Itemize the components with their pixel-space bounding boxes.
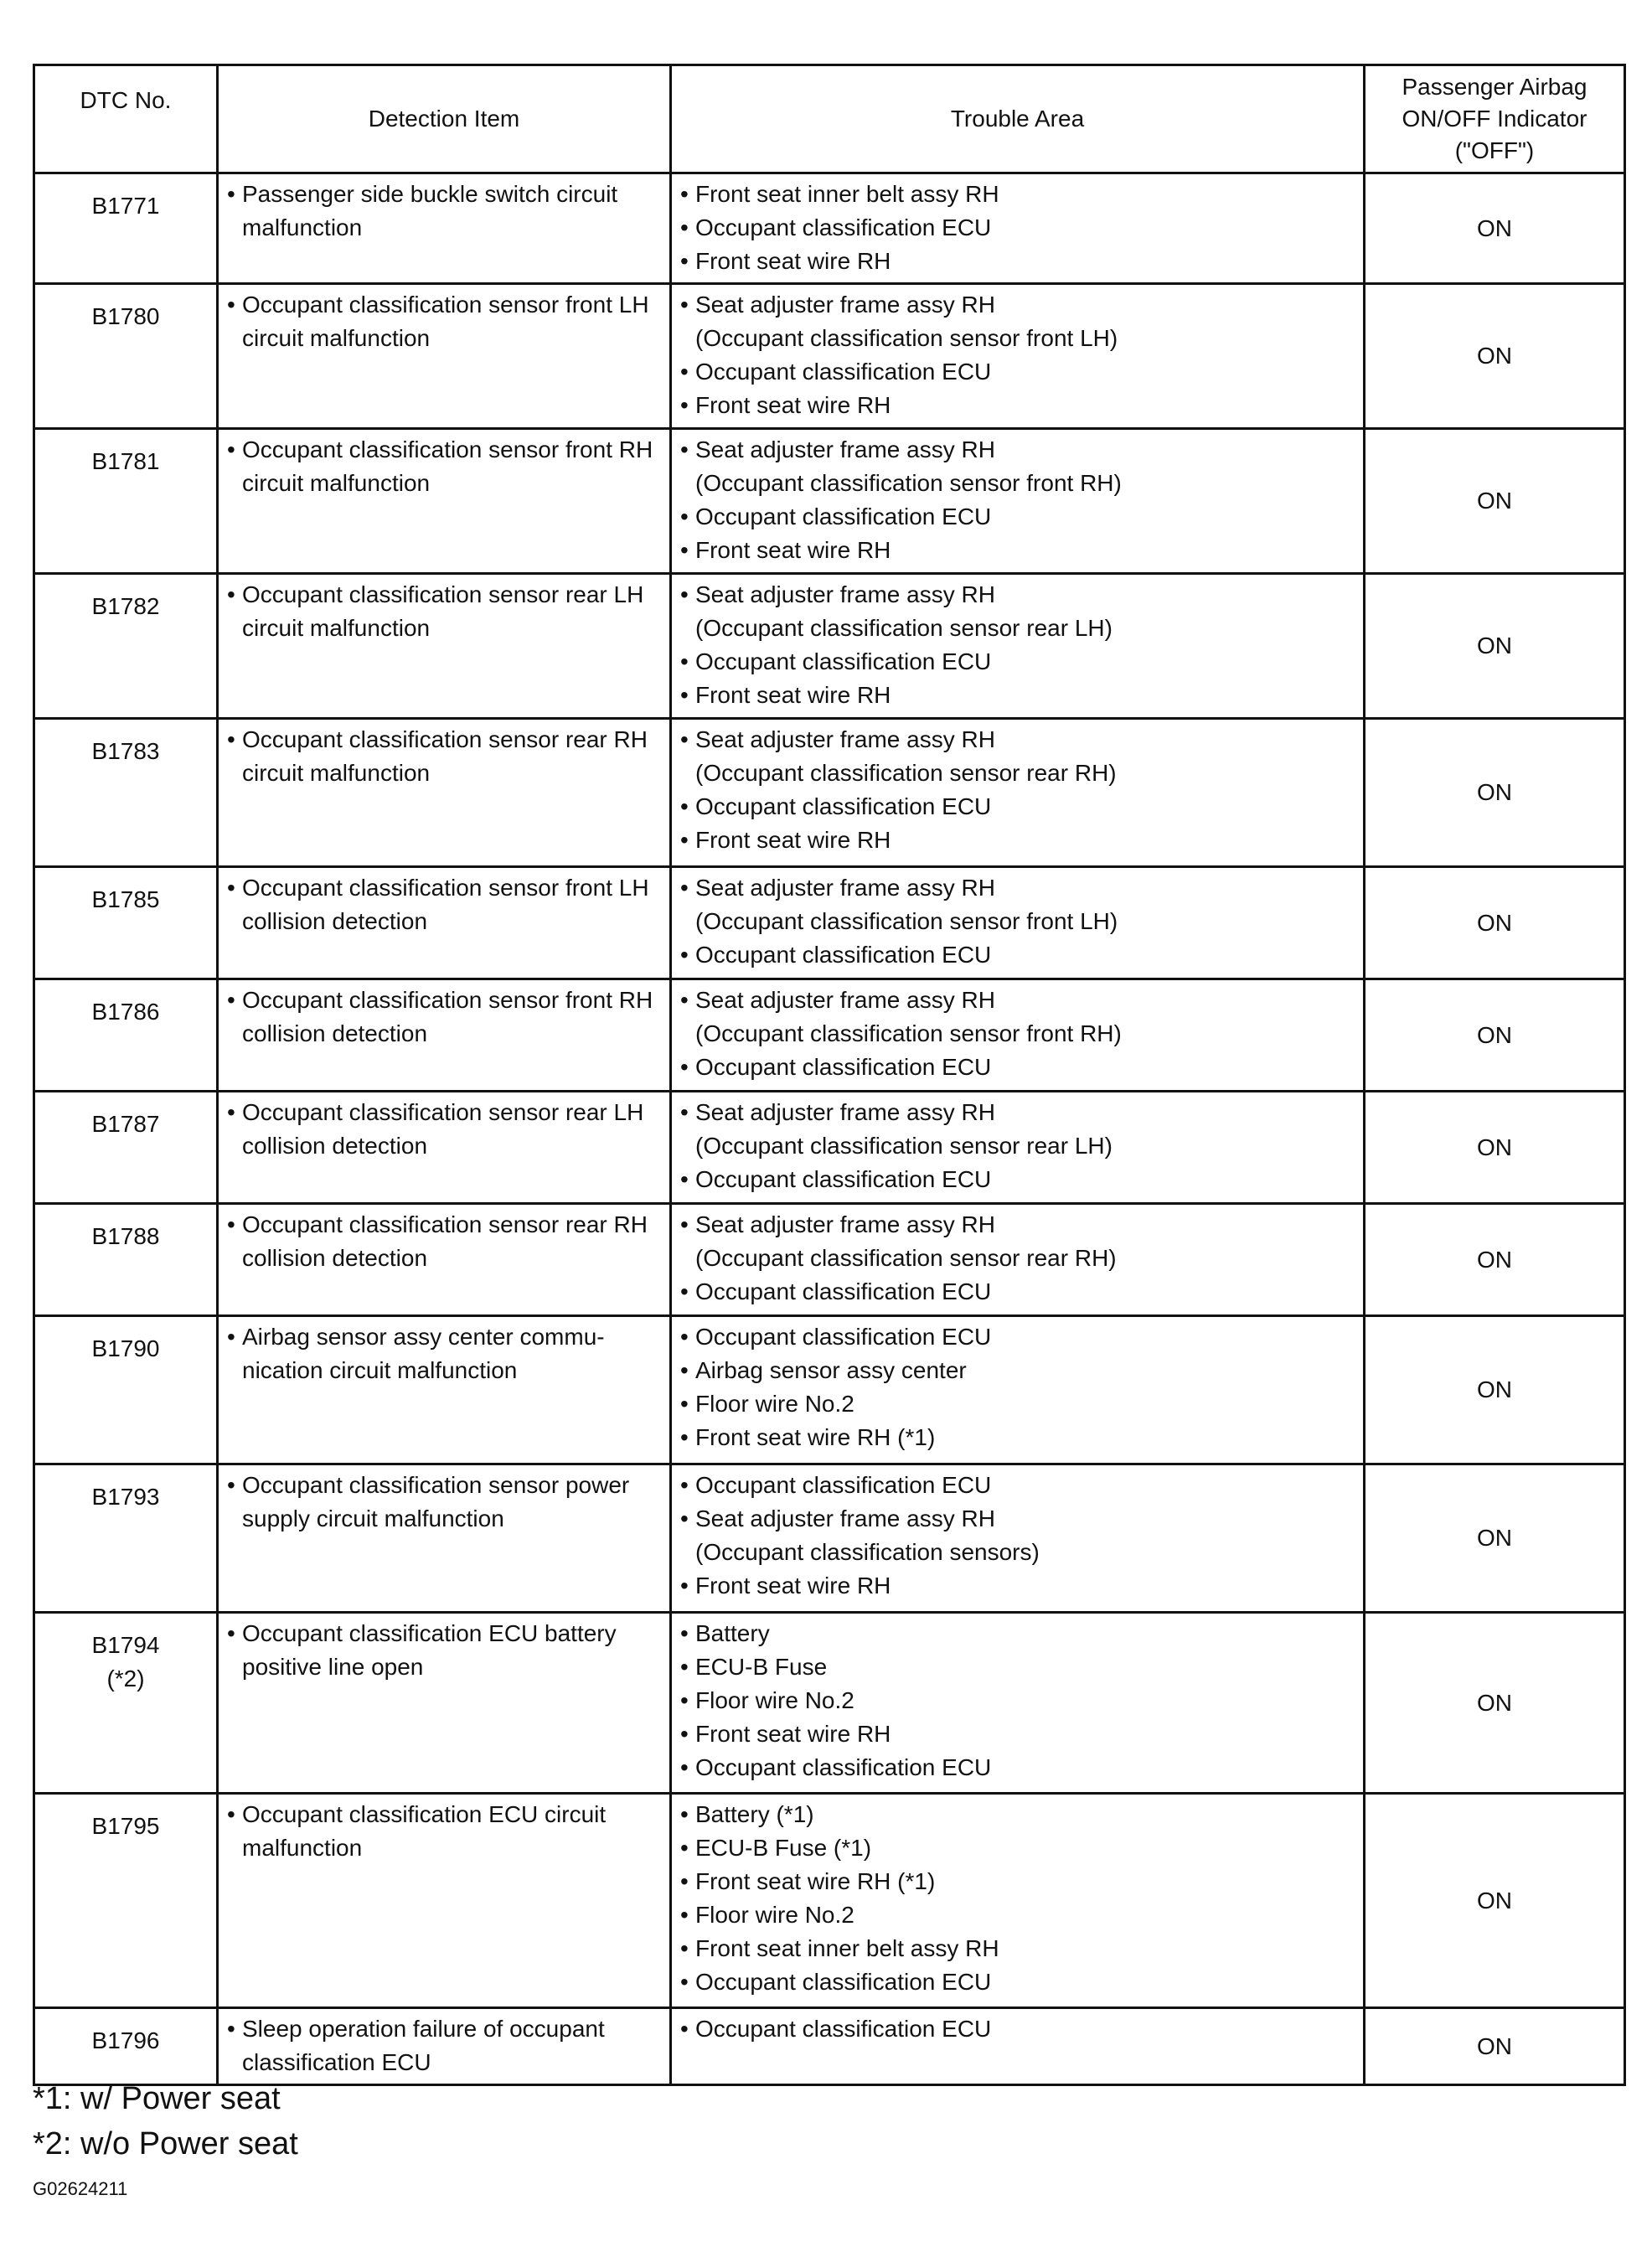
footnotes [33,2076,298,2167]
table-row [34,284,1625,429]
figure-id: G02624211 [33,2178,128,2199]
table-row [34,429,1625,574]
dtc-code: B1783 [91,738,160,764]
trouble-area-item: • Front seat wire RH [680,389,1355,422]
trouble-area-item: • Front seat wire RH (*1) [680,1865,1355,1898]
trouble-area-item: • Front seat wire RH [680,679,1355,712]
detection-item: • Occupant classification sensor front RH circuit malfunction [227,433,661,500]
trouble-area-item: • Occupant classification ECU [680,1051,1355,1084]
trouble-area-item: • Occupant classification ECU [680,2012,1355,2046]
header-detection-item: Detection Item [218,65,671,173]
trouble-area-item: • Occupant classification ECU [680,500,1355,534]
dtc-code: (*2) [106,1666,145,1691]
indicator-status: ON [1365,867,1625,979]
trouble-area-item: (Occupant classification sensor rear RH) [695,1245,1117,1271]
indicator-status: ON [1365,979,1625,1092]
trouble-area-cell [671,1092,1365,1204]
header-dtc-no: DTC No. [34,65,218,173]
trouble-area-item: • Seat adjuster frame assy RH [680,871,1355,905]
trouble-area-item: • Front seat wire RH [680,1717,1355,1751]
dtc-code: B1780 [91,303,160,329]
indicator-status: ON [1365,284,1625,429]
detection-item: • Occupant classification sensor rear RH collision detection [227,1208,661,1275]
trouble-area-item: (Occupant classification sensor front LH) [695,908,1118,934]
dtc-code-cell [34,979,218,1092]
trouble-area-item: • Seat adjuster frame assy RH [680,578,1355,612]
trouble-area-cell [671,1794,1365,2008]
dtc-code-cell [34,719,218,867]
trouble-area-item: • Front seat wire RH [680,1569,1355,1603]
trouble-area-item: • Floor wire No.2 [680,1387,1355,1421]
dtc-code: B1796 [91,2027,160,2053]
trouble-area-item: • Seat adjuster frame assy RH [680,723,1355,757]
trouble-area-cell [671,1316,1365,1464]
table-row [34,1794,1625,2008]
indicator-status: ON [1365,574,1625,719]
detection-item-cell [218,867,671,979]
table-row [34,574,1625,719]
header-indicator-line: Passenger Airbag [1402,74,1587,100]
trouble-area-item: • Occupant classification ECU [680,211,1355,245]
trouble-area-item: • Airbag sensor assy center [680,1354,1355,1387]
indicator-status: ON [1365,1316,1625,1464]
header-indicator-line: ("OFF") [1454,137,1535,163]
trouble-area-item: (Occupant classification sensor rear LH) [695,615,1113,641]
trouble-area-item: • Occupant classification ECU [680,790,1355,824]
detection-item: • Sleep operation failure of occupant classification ECU [227,2012,661,2079]
trouble-area-item: • Seat adjuster frame assy RH [680,1096,1355,1129]
trouble-area-cell [671,284,1365,429]
dtc-table [33,64,1626,2086]
detection-item-cell [218,979,671,1092]
trouble-area-cell [671,173,1365,284]
trouble-area-item: • Occupant classification ECU [680,1275,1355,1309]
trouble-area-cell [671,574,1365,719]
dtc-code: B1782 [91,593,160,619]
indicator-status: ON [1365,1794,1625,2008]
dtc-code: B1787 [91,1111,160,1137]
table-row [34,173,1625,284]
dtc-code-cell [34,867,218,979]
trouble-area-cell [671,719,1365,867]
detection-item-cell [218,284,671,429]
detection-item-cell [218,1794,671,2008]
trouble-area-item: • Seat adjuster frame assy RH [680,1502,1355,1536]
dtc-code-cell [34,1316,218,1464]
trouble-area-cell [671,1464,1365,1613]
trouble-area-cell [671,867,1365,979]
dtc-code-cell [34,1613,218,1794]
header-indicator-line: ON/OFF Indicator [1402,106,1587,132]
detection-item-cell [218,719,671,867]
trouble-area-item: • Front seat wire RH [680,534,1355,567]
header-trouble-area: Trouble Area [671,65,1365,173]
indicator-status: ON [1365,429,1625,574]
dtc-code-cell [34,1464,218,1613]
trouble-area-item: • Occupant classification ECU [680,1469,1355,1502]
detection-item: • Occupant classification sensor rear LH collision detection [227,1096,661,1163]
dtc-code: B1786 [91,999,160,1025]
detection-item-cell [218,1092,671,1204]
detection-item: • Occupant classification sensor front LH collision detection [227,871,661,938]
detection-item-cell [218,1464,671,1613]
dtc-code-cell [34,1794,218,2008]
trouble-area-item: • Front seat wire RH [680,824,1355,857]
dtc-code-cell [34,1204,218,1316]
trouble-area-item: • Seat adjuster frame assy RH [680,984,1355,1017]
indicator-status: ON [1365,2008,1625,2085]
detection-item-cell [218,574,671,719]
indicator-status: ON [1365,1613,1625,1794]
trouble-area-item: • Occupant classification ECU [680,938,1355,972]
detection-item: • Occupant classification ECU circuit malfunction [227,1798,661,1865]
trouble-area-item: (Occupant classification sensors) [695,1539,1040,1565]
trouble-area-item: • Front seat wire RH [680,245,1355,278]
trouble-area-cell [671,2008,1365,2085]
dtc-code-cell [34,173,218,284]
table-row [34,979,1625,1092]
dtc-code-cell [34,574,218,719]
trouble-area-item: (Occupant classification sensor front RH) [695,470,1122,496]
trouble-area-item: • Front seat wire RH (*1) [680,1421,1355,1454]
detection-item-cell [218,1204,671,1316]
detection-item-cell [218,429,671,574]
trouble-area-item: • ECU-B Fuse [680,1650,1355,1684]
dtc-code: B1795 [91,1813,160,1839]
footnote: *2: w/o Power seat [33,2126,298,2161]
dtc-code: B1771 [91,193,160,219]
trouble-area-item: • Occupant classification ECU [680,355,1355,389]
indicator-status: ON [1365,1092,1625,1204]
trouble-area-item: • Occupant classification ECU [680,1320,1355,1354]
trouble-area-item: • Occupant classification ECU [680,1965,1355,1999]
trouble-area-item: • Battery (*1) [680,1798,1355,1831]
detection-item: • Occupant classification sensor rear RH circuit malfunction [227,723,661,790]
footnote: *1: w/ Power seat [33,2081,281,2116]
table-row [34,1464,1625,1613]
indicator-status: ON [1365,719,1625,867]
trouble-area-item: • ECU-B Fuse (*1) [680,1831,1355,1865]
trouble-area-item: (Occupant classification sensor rear LH) [695,1133,1113,1159]
trouble-area-cell [671,979,1365,1092]
trouble-area-item: • Floor wire No.2 [680,1684,1355,1717]
detection-item-cell [218,173,671,284]
dtc-code: B1785 [91,886,160,912]
detection-item: • Occupant classification sensor power supply circuit malfunction [227,1469,661,1536]
trouble-area-item: • Occupant classification ECU [680,1751,1355,1784]
dtc-code: B1788 [91,1223,160,1249]
detection-item: • Occupant classification sensor front LH circuit malfunction [227,288,661,355]
trouble-area-item: • Seat adjuster frame assy RH [680,433,1355,467]
dtc-code-cell [34,284,218,429]
detection-item: • Passenger side buckle switch circuit malfunction [227,178,661,245]
trouble-area-item: • Seat adjuster frame assy RH [680,288,1355,322]
header-indicator [1365,65,1625,173]
table-row [34,867,1625,979]
detection-item-cell [218,2008,671,2085]
trouble-area-cell [671,429,1365,574]
detection-item: • Occupant classification ECU battery positive line open [227,1617,661,1684]
dtc-code: B1790 [91,1335,160,1361]
dtc-code: B1793 [91,1484,160,1510]
detection-item-cell [218,1316,671,1464]
dtc-code-cell [34,429,218,574]
detection-item: • Airbag sensor assy center commu-nication circuit malfunction [227,1320,661,1387]
trouble-area-cell [671,1613,1365,1794]
trouble-area-cell [671,1204,1365,1316]
dtc-code-cell [34,2008,218,2085]
trouble-area-item: • Seat adjuster frame assy RH [680,1208,1355,1242]
trouble-area-item: • Floor wire No.2 [680,1898,1355,1932]
trouble-area-item: • Battery [680,1617,1355,1650]
detection-item: • Occupant classification sensor front RH collision detection [227,984,661,1051]
table-row [34,1613,1625,1794]
table-row [34,719,1625,867]
dtc-code: B1781 [91,448,160,474]
header-row [34,65,1625,173]
indicator-status: ON [1365,1204,1625,1316]
indicator-status: ON [1365,173,1625,284]
table-row [34,2008,1625,2085]
trouble-area-item: (Occupant classification sensor rear RH) [695,760,1117,786]
detection-item-cell [218,1613,671,1794]
table-row [34,1204,1625,1316]
dtc-code-cell [34,1092,218,1204]
trouble-area-item: • Occupant classification ECU [680,645,1355,679]
indicator-status: ON [1365,1464,1625,1613]
table-row [34,1316,1625,1464]
trouble-area-item: • Front seat inner belt assy RH [680,1932,1355,1965]
table-row [34,1092,1625,1204]
detection-item: • Occupant classification sensor rear LH circuit malfunction [227,578,661,645]
dtc-code: B1794 [91,1632,160,1658]
trouble-area-item: • Front seat inner belt assy RH [680,178,1355,211]
trouble-area-item: (Occupant classification sensor front RH) [695,1020,1122,1046]
trouble-area-item: • Occupant classification ECU [680,1163,1355,1196]
trouble-area-item: (Occupant classification sensor front LH) [695,325,1118,351]
